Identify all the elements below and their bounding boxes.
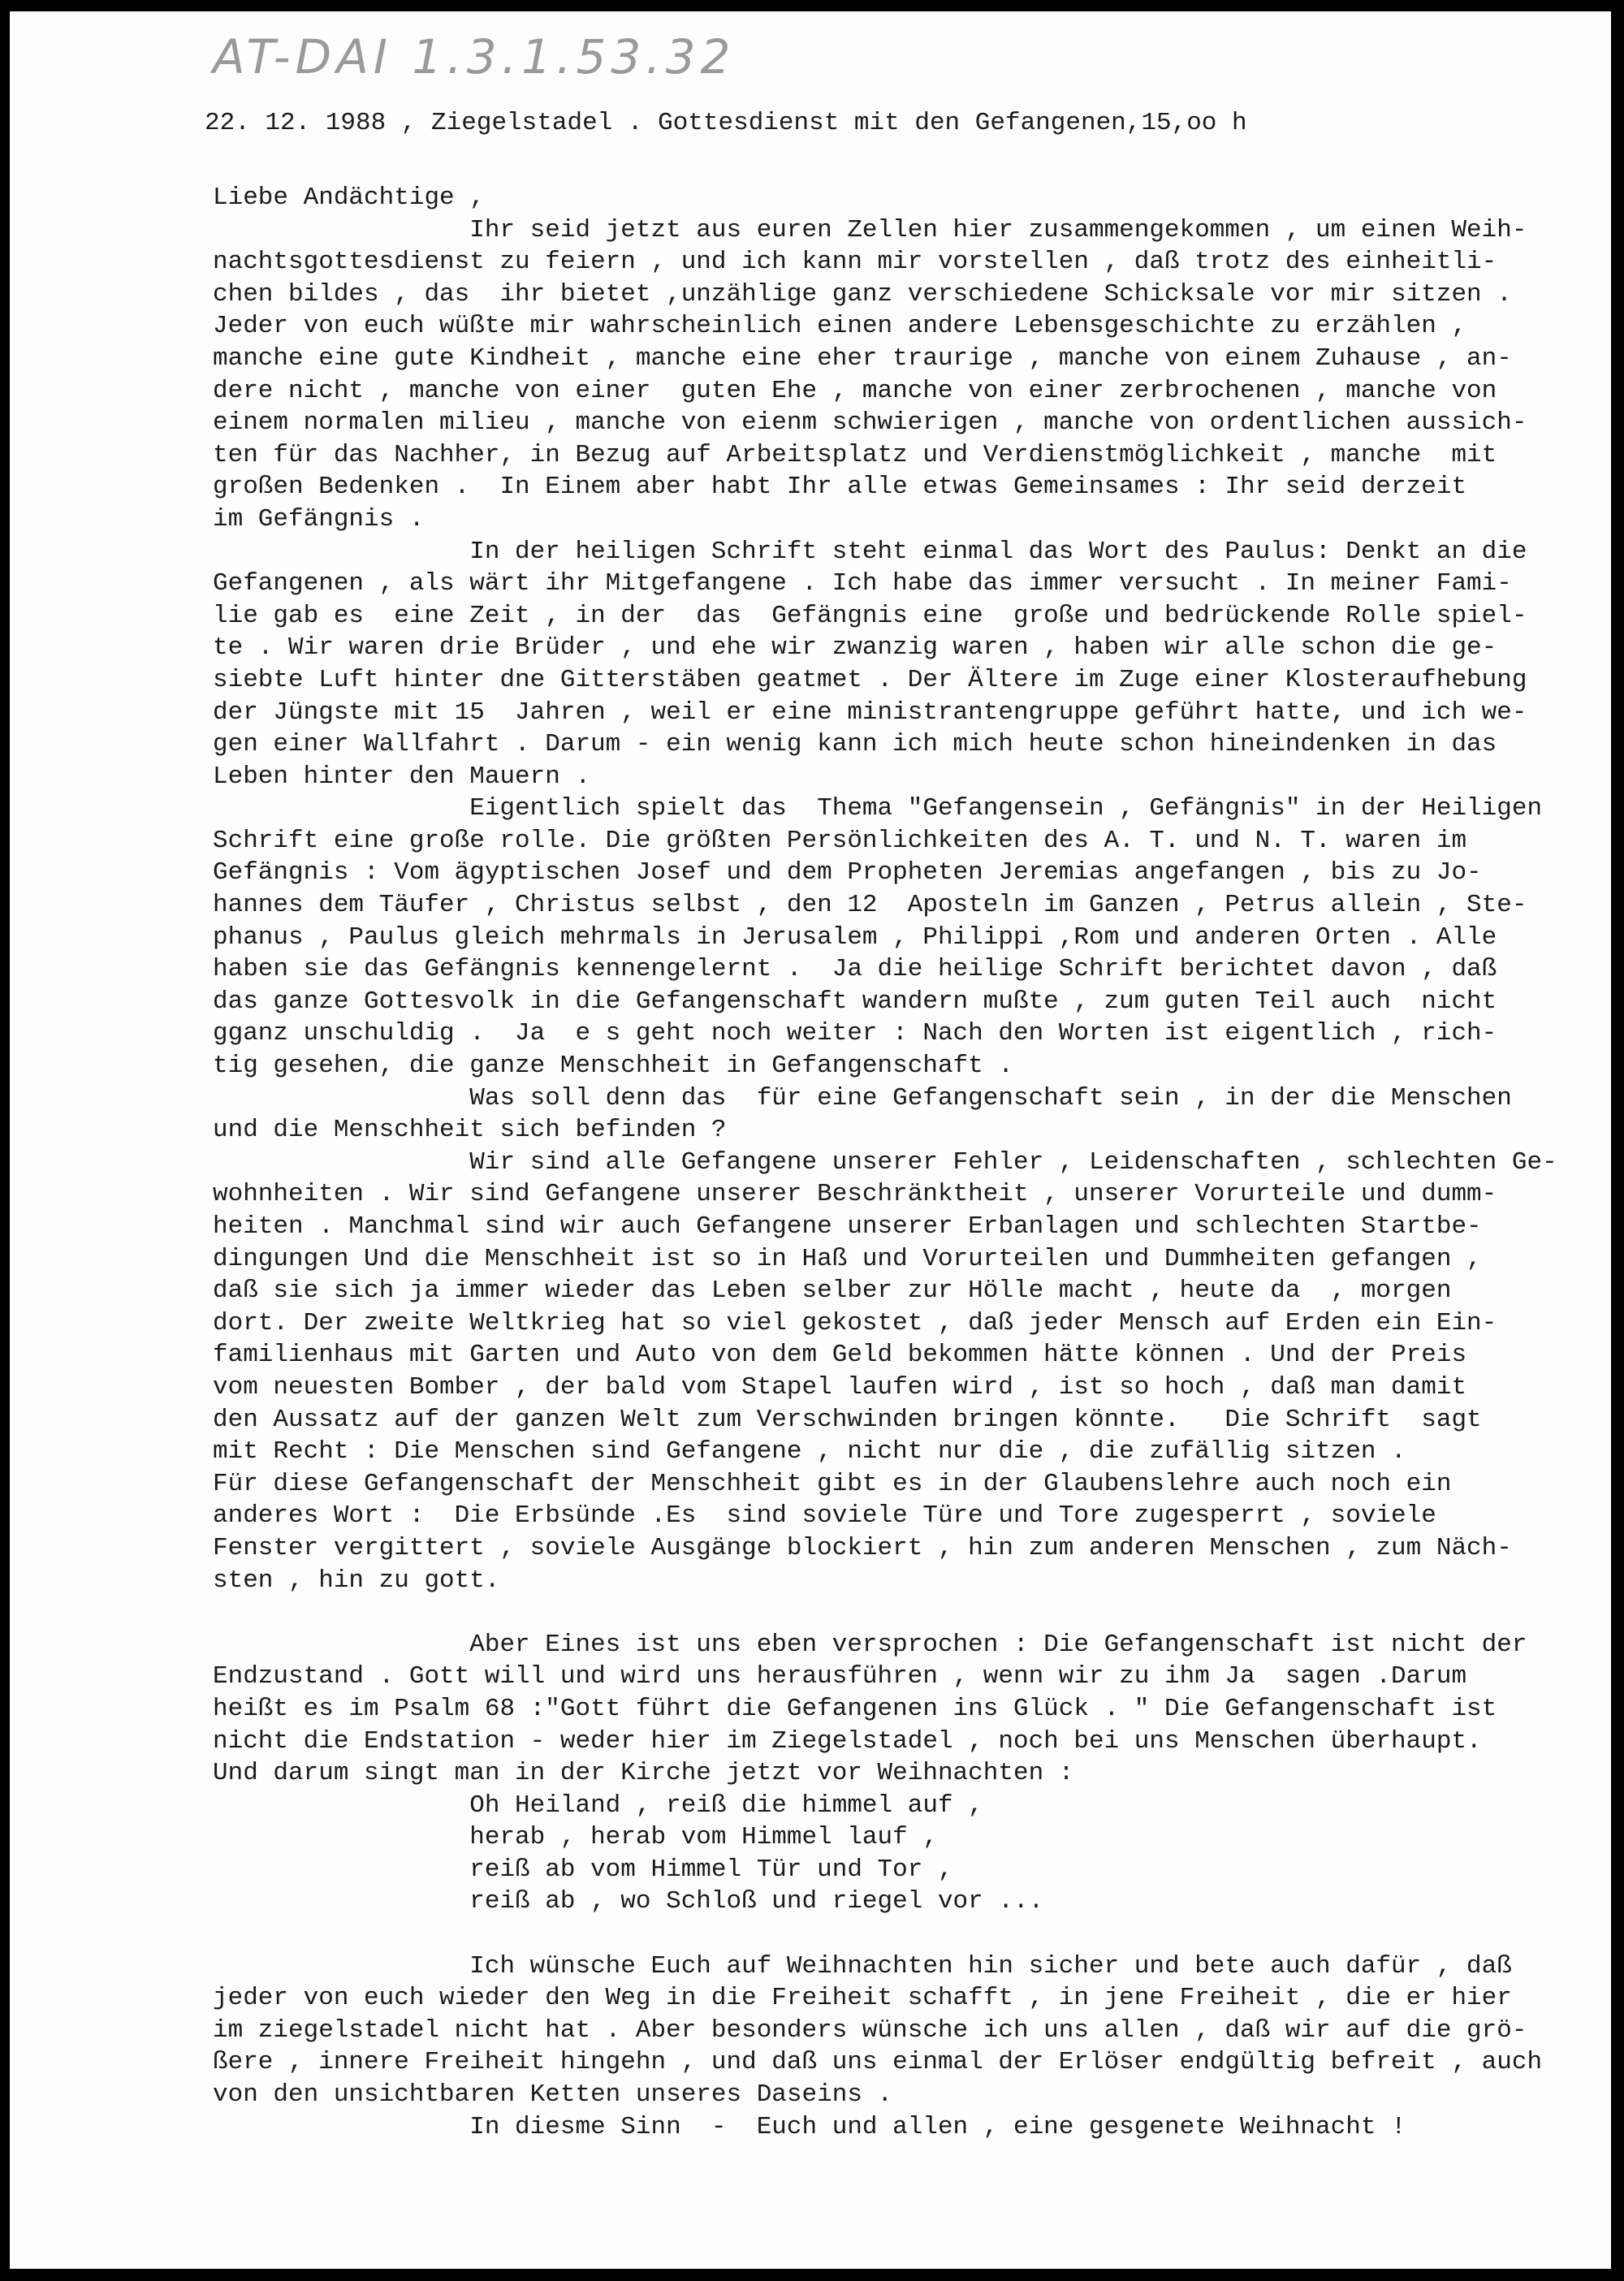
text-line: Ihr seid jetzt aus euren Zellen hier zusammengekommen , um einen Weih- <box>213 215 1527 244</box>
text-line: tig gesehen, die ganze Menschheit in Gefangenschaft . <box>213 1052 1013 1081</box>
text-line: Oh Heiland , reiß die himmel auf , <box>213 1791 983 1820</box>
text-line <box>213 1918 1609 1951</box>
text-line: In diesme Sinn - Euch und allen , eine gesgenete Weihnacht ! <box>213 2112 1406 2141</box>
text-line: reiß ab , wo Schloß und riegel vor ... <box>213 1887 1044 1916</box>
text-line: einem normalen milieu , manche von eienm schwierigen , manche von ordentlichen aussich- <box>213 408 1527 438</box>
text-line: großen Bedenken . In Einem aber habt Ihr alle etwas Gemeinsames : Ihr seid derzeit <box>213 473 1467 502</box>
text-line: anderes Wort : Die Erbsünde .Es sind soviele Türe und Tore zugesperrt , soviele <box>213 1501 1436 1531</box>
text-line: haben sie das Gefängnis kennengelernt . Ja die heilige Schrift berichtet davon , daß <box>213 955 1497 984</box>
text-line: Wir sind alle Gefangene unserer Fehler , Leidenschaften , schlechten Ge- <box>213 1147 1557 1177</box>
text-line: vom neuesten Bomber , der bald vom Stapel laufen wird , ist so hoch , daß man damit <box>213 1372 1467 1402</box>
document-body <box>213 182 1609 2143</box>
text-line: nicht die Endstation - weder hier im Ziegelstadel , noch bei uns Menschen überhaupt. <box>213 1726 1482 1756</box>
text-line: wohnheiten . Wir sind Gefangene unserer Beschränktheit , unserer Vorurteile und dumm- <box>213 1180 1497 1209</box>
text-line: Jeder von euch wüßte mir wahrscheinlich einen andere Lebensgeschichte zu erzählen , <box>213 312 1467 341</box>
text-line: Leben hinter den Mauern . <box>213 762 591 791</box>
text-line: Für diese Gefangenschaft der Menschheit gibt es in der Glaubenslehre auch noch ein <box>213 1469 1452 1498</box>
text-line: Aber Eines ist uns eben versprochen : Die Gefangenschaft ist nicht der <box>213 1630 1527 1659</box>
text-line: lie gab es eine Zeit , in der das Gefängnis eine große und bedrückende Rolle spiel- <box>213 601 1527 630</box>
text-line: ßere , innere Freiheit hingehn , und daß uns einmal der Erlöser endgültig befreit , auch <box>213 2048 1543 2077</box>
text-line: den Aussatz auf der ganzen Welt zum Verschwinden bringen könnte. Die Schrift sagt <box>213 1405 1482 1434</box>
text-line: sten , hin zu gott. <box>213 1566 500 1595</box>
text-line: gganz unschuldig . Ja e s geht noch weiter : Nach den Worten ist eigentlich , rich- <box>213 1019 1497 1048</box>
text-line: dort. Der zweite Weltkrieg hat so viel gekostet , daß jeder Mensch auf Erden ein Ein- <box>213 1308 1497 1337</box>
text-line: chen bildes , das ihr bietet ,unzählige ganz verschiedene Schicksale vor mir sitzen . <box>213 279 1512 309</box>
document-page <box>10 11 1611 2269</box>
text-line: daß sie sich ja immer wieder das Leben selber zur Hölle macht , heute da , morgen <box>213 1277 1452 1306</box>
text-line: familienhaus mit Garten und Auto von dem Geld bekommen hätte können . Und der Preis <box>213 1341 1467 1370</box>
text-line: reiß ab vom Himmel Tür und Tor , <box>213 1855 953 1884</box>
text-line: te . Wir waren drie Brüder , und ehe wir zwanzig waren , haben wir alle schon die ge- <box>213 633 1497 663</box>
text-line: dingungen Und die Menschheit ist so in Haß und Vorurteilen und Dummheiten gefangen , <box>213 1244 1482 1273</box>
text-line: manche eine gute Kindheit , manche eine eher traurige , manche von einem Zuhause , an- <box>213 343 1512 373</box>
text-line <box>213 1596 1609 1629</box>
text-line: mit Recht : Die Menschen sind Gefangene , nicht nur die , die zufällig sitzen . <box>213 1437 1406 1467</box>
text-line: und die Menschheit sich befinden ? <box>213 1116 727 1145</box>
text-line: Schrift eine große rolle. Die größten Persönlichkeiten des A. T. und N. T. waren im <box>213 826 1467 855</box>
text-line: In der heiligen Schrift steht einmal das Wort des Paulus: Denkt an die <box>213 537 1527 566</box>
text-line: von den unsichtbaren Ketten unseres Daseins . <box>213 2080 893 2110</box>
text-line: im Gefängnis . <box>213 504 425 534</box>
text-line: Fenster vergittert , soviele Ausgänge blockiert , hin zum anderen Menschen , zum Näch- <box>213 1533 1512 1562</box>
text-line: Was soll denn das für eine Gefangenschaft sein , in der die Menschen <box>213 1083 1512 1112</box>
text-line: Gefangenen , als wärt ihr Mitgefangene . Ich habe das immer versucht . In meiner Fami- <box>213 569 1512 598</box>
text-line: nachtsgottesdienst zu feiern , und ich kann mir vorstellen , daß trotz des einheitli- <box>213 248 1497 277</box>
text-line: heißt es im Psalm 68 :"Gott führt die Gefangenen ins Glück . " Die Gefangenschaft ist <box>213 1694 1497 1723</box>
text-line: siebte Luft hinter dne Gitterstäben geatmet . Der Ältere im Zuge einer Klosteraufhebung <box>213 665 1527 694</box>
text-line: dere nicht , manche von einer guten Ehe , manche von einer zerbrochenen , manche von <box>213 376 1497 405</box>
text-line: phanus , Paulus gleich mehrmals in Jerusalem , Philippi ,Rom und anderen Orten . Alle <box>213 922 1497 952</box>
archive-reference-mark: AT-DAI 1.3.1.53.32 <box>213 29 736 84</box>
text-line: Endzustand . Gott will und wird uns herausführen , wenn wir zu ihm Ja sagen .Darum <box>213 1662 1467 1691</box>
text-line: Liebe Andächtige , <box>213 184 485 212</box>
text-line: im ziegelstadel nicht hat . Aber besonders wünsche ich uns allen , daß wir auf die grö- <box>213 2015 1527 2045</box>
text-line: herab , herab vom Himmel lauf , <box>213 1823 938 1852</box>
document-header: 22. 12. 1988 , Ziegelstadel . Gottesdienst mit den Gefangenen,15,oo h <box>205 109 1247 137</box>
text-line: Eigentlich spielt das Thema "Gefangensein , Gefängnis" in der Heiligen <box>213 794 1543 823</box>
text-line: das ganze Gottesvolk in die Gefangenschaft wandern mußte , zum guten Teil auch nicht <box>213 987 1497 1016</box>
text-line: ten für das Nachher, in Bezug auf Arbeitsplatz und Verdienstmöglichkeit , manche mit <box>213 440 1497 469</box>
text-line: gen einer Wallfahrt . Darum - ein wenig kann ich mich heute schon hineindenken in das <box>213 730 1497 759</box>
text-line: heiten . Manchmal sind wir auch Gefangene unserer Erbanlagen und schlechten Startbe- <box>213 1212 1482 1241</box>
text-line: Gefängnis : Vom ägyptischen Josef und dem Propheten Jeremias angefangen , bis zu Jo- <box>213 858 1482 888</box>
text-line: der Jüngste mit 15 Jahren , weil er eine ministrantengruppe geführt hatte, und ich we- <box>213 698 1527 727</box>
text-line: Ich wünsche Euch auf Weihnachten hin sicher und bete auch dafür , daß <box>213 1951 1512 1981</box>
text-line: hannes dem Täufer , Christus selbst , den 12 Aposteln im Ganzen , Petrus allein , Ste- <box>213 891 1527 920</box>
text-line: Und darum singt man in der Kirche jetzt vor Weihnachten : <box>213 1759 1074 1788</box>
text-line: jeder von euch wieder den Weg in die Freiheit schafft , in jene Freiheit , die er hier <box>213 1984 1512 2013</box>
